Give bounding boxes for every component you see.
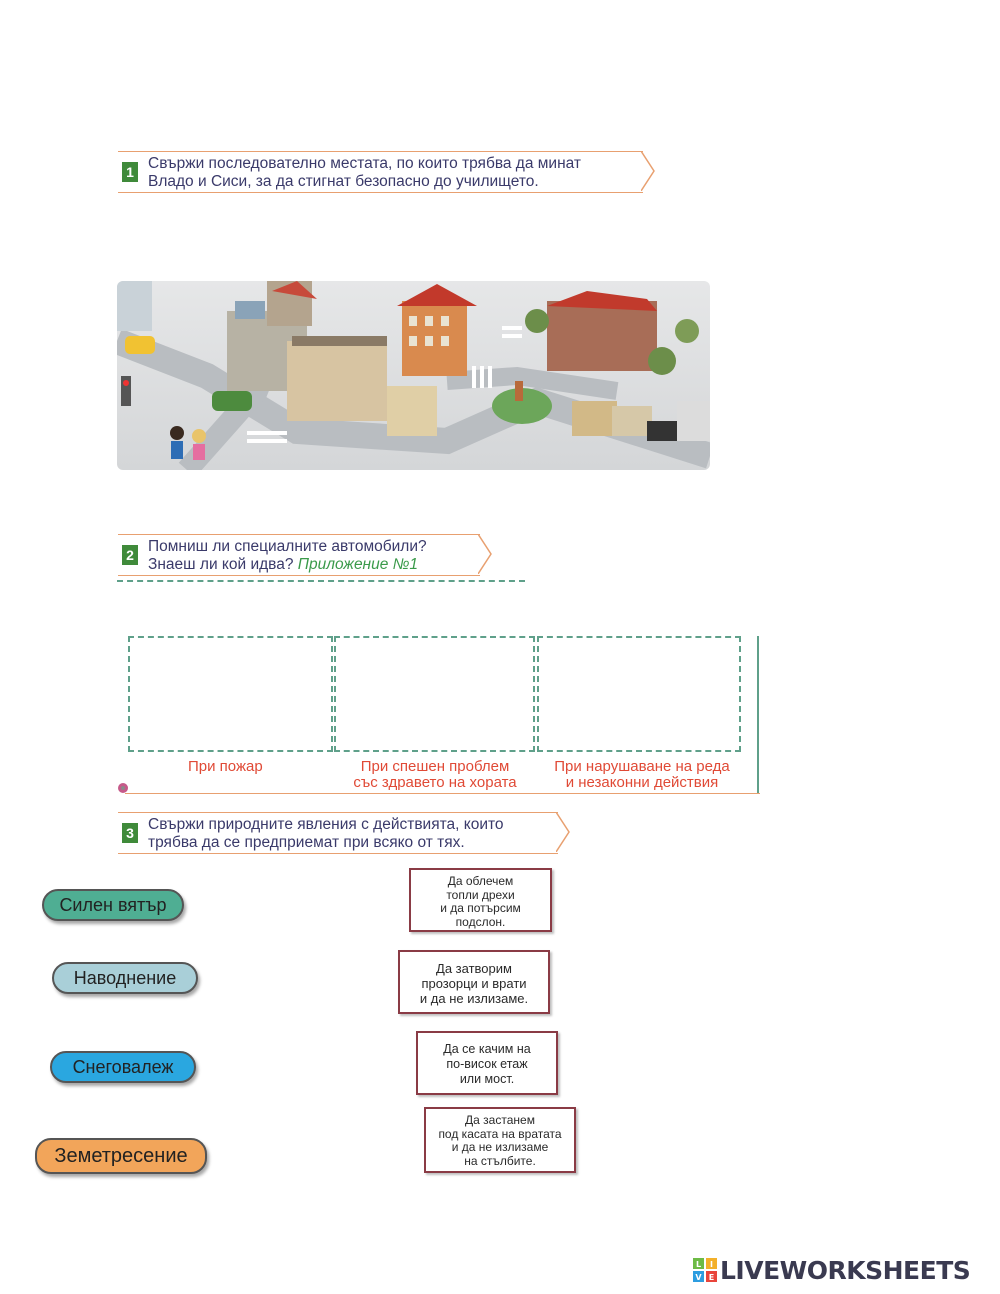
bottom-rule — [125, 793, 760, 794]
svg-text:V: V — [695, 1273, 702, 1282]
action-line: на стълбите. — [464, 1153, 536, 1168]
svg-text:E: E — [708, 1273, 715, 1282]
action-card-warm-clothes[interactable] — [409, 868, 552, 932]
dashed-divider — [117, 580, 525, 582]
task-2-line-1: Помниш ли специалните автомобили? — [148, 538, 427, 555]
action-line: Да облечем — [447, 874, 514, 888]
task-3-line-2: трябва да се предприемат при всяко от тях. — [148, 834, 465, 851]
logo-badge-icon — [693, 1258, 717, 1282]
caption-health — [335, 759, 535, 791]
caption-fire: При пожар — [188, 758, 263, 775]
action-line: Да се качим на — [443, 1042, 531, 1056]
task-2-line-2 — [148, 555, 418, 574]
task-2-question: Знаеш ли кой идва? — [148, 556, 294, 573]
chevron-right-icon — [641, 151, 655, 191]
drop-box-police[interactable] — [537, 636, 741, 752]
pencil-icon — [116, 781, 130, 795]
action-line: Да застанем — [465, 1113, 535, 1127]
phenomenon-flood[interactable]: Наводнение — [52, 962, 198, 994]
right-border-line — [757, 636, 759, 794]
phenomenon-snowfall[interactable]: Снеговалеж — [50, 1051, 196, 1083]
task-1-line-1: Свържи последователно местата, по които трябва да минат — [148, 155, 582, 172]
liveworksheets-logo — [693, 1256, 970, 1284]
svg-text:I: I — [710, 1260, 713, 1269]
phenomenon-earthquake[interactable]: Земетресение — [35, 1138, 207, 1174]
task-3-line-1: Свържи природните явления с действията, които — [148, 816, 504, 833]
action-line: и да не излизаме — [451, 1140, 549, 1154]
task-1-header — [118, 151, 643, 193]
action-card-close-windows[interactable] — [398, 950, 550, 1014]
task-number: 1 — [122, 162, 138, 182]
action-line: под касата на вратата — [438, 1126, 562, 1141]
action-line: и да потърсим — [440, 901, 521, 915]
city-illustration — [117, 281, 710, 470]
logo-text: LIVEWORKSHEETS — [720, 1255, 971, 1285]
action-line: Да затворим — [436, 961, 512, 976]
action-card-door-frame[interactable] — [424, 1107, 576, 1173]
caption-police — [536, 759, 748, 791]
chevron-right-icon — [478, 534, 492, 574]
action-line: или мост. — [459, 1072, 515, 1086]
action-line: и да не излизаме. — [419, 991, 529, 1006]
action-line: топли дрехи — [446, 887, 515, 902]
chevron-right-icon — [556, 812, 570, 852]
caption-police-line-1: При нарушаване на реда — [554, 758, 730, 775]
drop-box-health[interactable] — [334, 636, 535, 752]
caption-police-line-2: и незаконни действия — [565, 774, 719, 791]
svg-text:L: L — [695, 1260, 702, 1269]
action-line: по-висок етаж — [446, 1057, 528, 1071]
caption-health-line-1: При спешен проблем — [360, 758, 510, 775]
task-number: 2 — [122, 545, 138, 565]
phenomenon-strong-wind[interactable]: Силен вятър — [42, 889, 184, 921]
task-3-header — [118, 812, 558, 854]
task-2-header — [118, 534, 480, 576]
caption-health-line-2: със здравето на хората — [353, 774, 517, 791]
drop-box-fire[interactable] — [128, 636, 333, 752]
task-number: 3 — [122, 823, 138, 843]
appendix-link[interactable]: Приложение №1 — [297, 556, 419, 573]
task-1-line-2: Владо и Сиси, за да стигнат безопасно до училището. — [148, 173, 539, 190]
action-line: подслон. — [455, 914, 506, 929]
action-line: прозорци и врати — [421, 976, 527, 991]
action-card-higher-floor[interactable] — [416, 1031, 558, 1095]
